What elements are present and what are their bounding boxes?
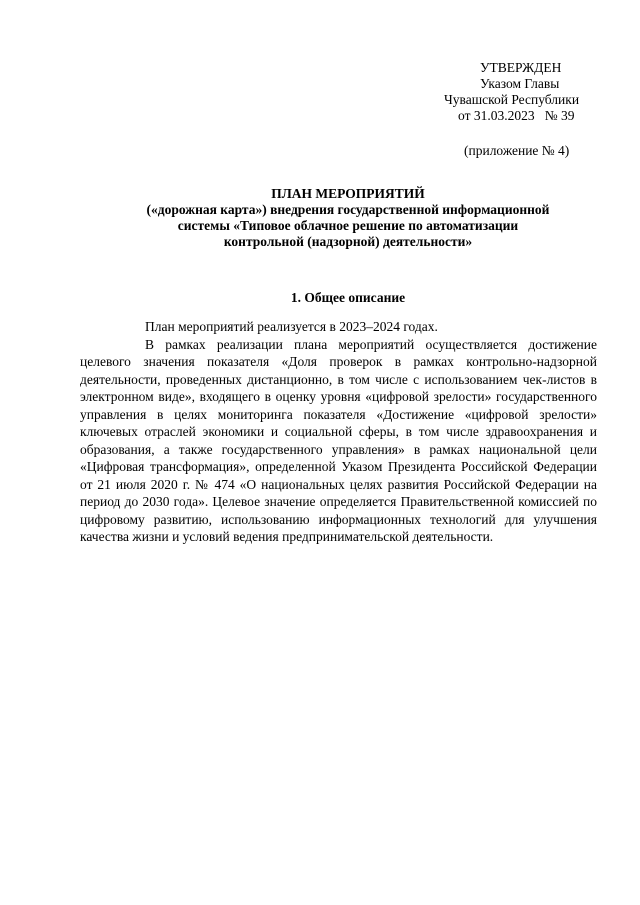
document-title — [120, 186, 576, 250]
title-line-2: («дорожная карта») внедрения государственной информационной — [146, 202, 550, 217]
approval-stamp — [420, 60, 620, 159]
approval-date-number: от 31.03.2023 № 39 — [458, 108, 575, 123]
approval-republic: Чувашской Республики — [444, 92, 580, 107]
paragraph-1: План мероприятий реализуется в 2023–2024 годах. — [145, 319, 438, 334]
approval-appendix: (приложение № 4) — [464, 143, 570, 158]
title-line-3: системы «Типовое облачное решение по автоматизации — [177, 218, 519, 233]
section-heading: 1. Общее описание — [290, 290, 406, 305]
paragraph-2: В рамках реализации плана мероприятий осуществляется достижение целевого значения показателя «Доля проверок в рамках контрольно-надзорной деятельности, проведенных дистанционно, в том числе с использованием чек-листов в электронном виде», входящего в оценку уровня «цифровой зрелости» государственного управления в целях мониторинга показателя «Достижение «цифровой зрелости» ключевых отраслей экономики и социальной сферы, в том числе здравоохранения и образования, а также государственного управления» в рамках национальной цели «Цифровая трансформация», определенной Указом Президента Российской Федерации от 21 июля 2020 г. № 474 «О национальных целях развития Российской Федерации на период до 2030 года». Целевое значение определяется Правительственной комиссией по цифровому развитию, использованию информационных технологий для улучшения качества жизни и условий ведения предпринимательской деятельности. — [80, 336, 597, 544]
title-line-4: контрольной (надзорной) деятельности» — [223, 234, 473, 249]
title-line-1: ПЛАН МЕРОПРИЯТИЙ — [271, 186, 425, 201]
approval-by-decree: Указом Главы — [480, 76, 560, 91]
section-body — [80, 318, 597, 546]
approval-approved: УТВЕРЖДЕН — [480, 60, 562, 75]
